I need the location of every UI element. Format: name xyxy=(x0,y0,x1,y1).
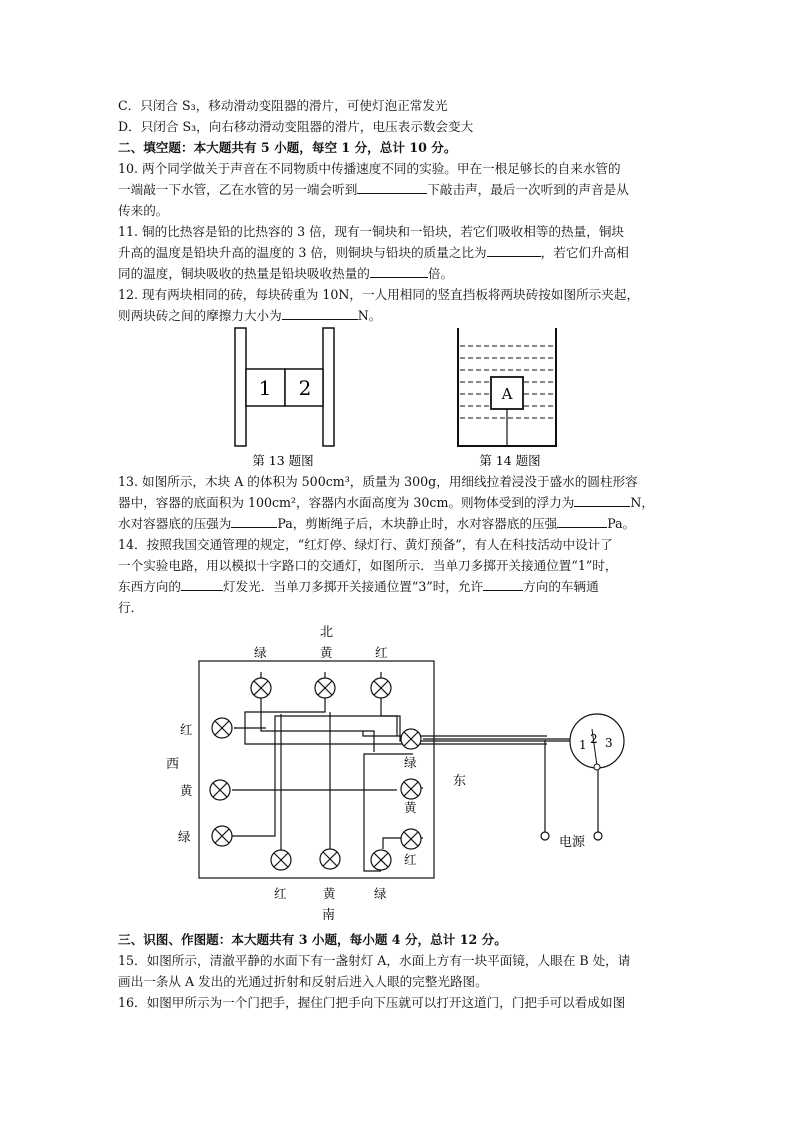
q15-line1: 15．如图所示，清澈平静的水面下有一盏射灯 A，水面上方有一块平面镜，人眼在 B 处，请 xyxy=(118,953,631,968)
power-terminal-left xyxy=(541,832,549,840)
block-a-label: A xyxy=(501,385,513,403)
q14-text-b: 灯发光．当单刀多掷开关接通位置“3”时，允许 xyxy=(222,579,484,594)
q16-line1: 16．如图甲所示为一个门把手，握住门把手向下压就可以打开这道门，门把手可以看成如图 xyxy=(118,995,626,1010)
lamp-north-green xyxy=(251,678,271,698)
q11-text-a: 升高的温度是铅块升高的温度的 3 倍，则铜块与铅块的质量之比为 xyxy=(118,245,487,260)
lamp-south-green xyxy=(371,850,391,870)
q12-text-a: 则两块砖之间的摩擦力大小为 xyxy=(118,308,282,323)
q12-text-b: N。 xyxy=(357,308,382,323)
q14-text-a: 东西方向的 xyxy=(118,579,181,594)
label-west: 西 xyxy=(166,757,180,772)
lamp-north-yellow xyxy=(315,678,335,698)
q13-line1: 13. 如图所示，木块 A 的体积为 500cm³，质量为 300g，用细线拉着浸没于盛水的圆柱形容 xyxy=(118,474,638,489)
q10-line1: 10. 两个同学做关于声音在不同物质中传播速度不同的实验。甲在一根足够长的自来水管的 xyxy=(118,161,621,176)
label-north-yellow: 黄 xyxy=(320,645,333,660)
brick-2-label: 2 xyxy=(298,376,312,400)
q10-line3: 传来的。 xyxy=(118,203,169,218)
label-east-red: 红 xyxy=(404,852,417,867)
q10-text-a: 一端敲一下水管，乙在水管的另一端会听到 xyxy=(118,182,358,197)
q14-line4: 行． xyxy=(118,600,144,615)
q11-text-b: ，若它们升高相 xyxy=(540,245,629,260)
brick-1-label: 1 xyxy=(258,376,272,400)
q15-line2: 画出一条从 A 发出的光通过折射和反射后进入人眼的完整光路图。 xyxy=(118,974,488,989)
lamp-west-red xyxy=(212,718,232,738)
label-north-red: 红 xyxy=(375,645,388,660)
switch-pos-2: 2 xyxy=(590,732,598,746)
label-south-yellow: 黄 xyxy=(323,886,336,901)
q13-text-e: Pa。 xyxy=(607,516,636,531)
q13-text-c: 水对容器底的压强为 xyxy=(118,516,232,531)
label-south-green: 绿 xyxy=(374,886,387,901)
switch-pos-3: 3 xyxy=(605,736,613,750)
switch-pivot xyxy=(594,764,600,770)
figure-13-caption: 第 13 题图 xyxy=(252,453,314,468)
label-east: 东 xyxy=(453,774,467,789)
option-c: C．只闭合 S₃，移动滑动变阻器的滑片，可使灯泡正常发光 xyxy=(118,98,448,113)
label-north: 北 xyxy=(320,625,334,640)
q11-line1: 11. 铜的比热容是铅的比热容的 3 倍，现有一铜块和一铅块，若它们吸收相等的热量，铜块 xyxy=(118,224,625,239)
q10-text-b: 下敲击声，最后一次听到的声音是从 xyxy=(427,182,629,197)
q12-line1: 12. 现有两块相同的砖，每块砖重为 10N，一人用相同的竖直挡板将两块砖按如图所示夹起， xyxy=(118,287,640,302)
q13-text-a: 器中，容器的底面积为 100cm²，容器内水面高度为 30cm。则物体受到的浮力为 xyxy=(118,495,575,510)
lamp-east-yellow xyxy=(401,779,421,799)
section-2-title: 二、填空题：本大题共有 5 小题，每空 1 分，总计 10 分。 xyxy=(118,140,457,155)
lamp-west-yellow xyxy=(210,780,230,800)
label-south-red: 红 xyxy=(274,886,287,901)
q14-text-c: 方向的车辆通 xyxy=(523,579,599,594)
switch-pos-1: 1 xyxy=(579,738,587,752)
label-east-yellow: 黄 xyxy=(404,800,417,815)
lamp-east-green xyxy=(401,729,421,749)
label-west-yellow: 黄 xyxy=(180,783,193,798)
label-north-green: 绿 xyxy=(254,645,267,660)
label-east-green: 绿 xyxy=(404,755,417,770)
lamp-north-red xyxy=(371,678,391,698)
lamp-south-red xyxy=(271,850,291,870)
lamp-west-green xyxy=(212,826,232,846)
q11-text-d: 倍。 xyxy=(427,266,454,281)
lamp-east-red xyxy=(401,829,421,849)
q13-text-b: N， xyxy=(630,495,654,510)
q11-text-c: 同的温度，铜块吸收的热量是铅块吸收热量的 xyxy=(118,266,370,281)
figure-14-caption: 第 14 题图 xyxy=(479,453,541,468)
section-3-title: 三、识图、作图题：本大题共有 3 小题，每小题 4 分，总计 12 分。 xyxy=(118,932,507,947)
q14-line1: 14．按照我国交通管理的规定，“红灯停、绿灯行、黄灯预备”，有人在科技活动中设计了 xyxy=(118,537,613,552)
option-d: D．只闭合 S₃，向右移动滑动变阻器的滑片，电压表示数会变大 xyxy=(118,119,474,134)
q13-text-d: Pa，剪断绳子后，木块静止时，水对容器底的压强 xyxy=(277,516,558,531)
q14-line2: 一个实验电路，用以模拟十字路口的交通灯，如图所示．当单刀多掷开关接通位置“1”时， xyxy=(118,558,618,573)
lamp-south-yellow xyxy=(320,849,340,869)
label-south: 南 xyxy=(322,908,336,923)
label-west-green: 绿 xyxy=(178,829,191,844)
power-terminal-right xyxy=(594,832,602,840)
label-west-red: 红 xyxy=(180,722,193,737)
lamps xyxy=(210,678,421,870)
power-label: 电源 xyxy=(559,835,586,850)
